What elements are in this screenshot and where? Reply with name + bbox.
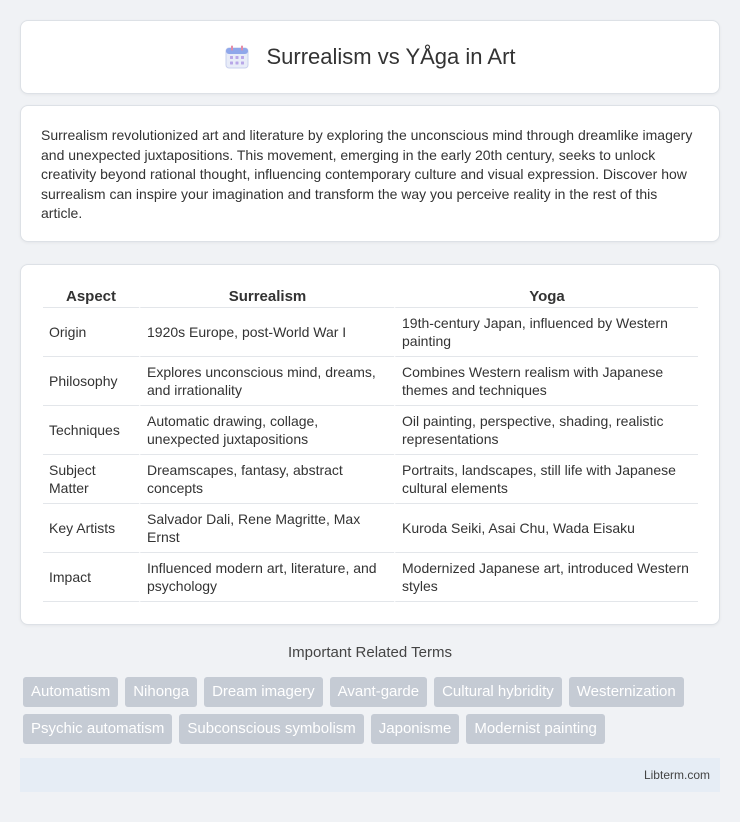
term-tag[interactable]: Subconscious symbolism [179, 714, 363, 744]
term-tag[interactable]: Cultural hybridity [434, 677, 562, 707]
page-title: Surrealism vs YÅga in Art [266, 44, 516, 69]
table-cell-aspect: Origin [43, 308, 139, 357]
table-cell-yoga: Portraits, landscapes, still life with Japanese cultural elements [394, 455, 698, 504]
table-row [43, 504, 698, 553]
term-tag[interactable]: Japonisme [371, 714, 460, 744]
intro-paragraph: Surrealism revolutionized art and literature by exploring the unconscious mind through dreamlike imagery and unexpected juxtapositions. This movement, emerging in the early 20th century, seeks to unlock creativity beyond rational thought, influencing contemporary culture and visual expression. Discover how surrealism can inspire your imagination and transform the way you perceive reality in the rest of this article. [41, 127, 693, 221]
table-header-row [43, 283, 698, 308]
title-wrap [224, 44, 515, 70]
intro-card [20, 105, 720, 242]
table-cell-aspect: Key Artists [43, 504, 139, 553]
column-header-surrealism: Surrealism [139, 283, 394, 308]
table-cell-surrealism: Salvador Dali, Rene Magritte, Max Ernst [139, 504, 394, 553]
column-header-aspect: Aspect [43, 283, 139, 308]
table-cell-surrealism: Automatic drawing, collage, unexpected juxtapositions [139, 406, 394, 455]
related-terms-list [23, 677, 723, 744]
term-tag[interactable]: Automatism [23, 677, 118, 707]
table-cell-yoga: Combines Western realism with Japanese themes and techniques [394, 357, 698, 406]
table-row [43, 455, 698, 504]
term-tag[interactable]: Westernization [569, 677, 684, 707]
table-cell-surrealism: 1920s Europe, post-World War I [139, 308, 394, 357]
table-cell-aspect: Techniques [43, 406, 139, 455]
column-header-yoga: Yoga [394, 283, 698, 308]
table-row [43, 553, 698, 602]
title-card [20, 20, 720, 94]
table-cell-aspect: Impact [43, 553, 139, 602]
table-cell-surrealism: Explores unconscious mind, dreams, and irrationality [139, 357, 394, 406]
term-tag[interactable]: Avant-garde [330, 677, 427, 707]
table-row [43, 357, 698, 406]
footer [20, 758, 720, 792]
calendar-icon [224, 44, 250, 70]
table-row [43, 406, 698, 455]
comparison-card [20, 264, 720, 625]
comparison-table [43, 283, 698, 602]
table-cell-aspect: Subject Matter [43, 455, 139, 504]
table-cell-surrealism: Dreamscapes, fantasy, abstract concepts [139, 455, 394, 504]
related-terms-title: Important Related Terms [288, 644, 452, 661]
table-cell-aspect: Philosophy [43, 357, 139, 406]
term-tag[interactable]: Nihonga [125, 677, 197, 707]
table-row [43, 308, 698, 357]
term-tag[interactable]: Psychic automatism [23, 714, 172, 744]
table-cell-yoga: Modernized Japanese art, introduced Western styles [394, 553, 698, 602]
footer-site-link[interactable]: Libterm.com [643, 768, 710, 782]
table-cell-surrealism: Influenced modern art, literature, and psychology [139, 553, 394, 602]
term-tag[interactable]: Dream imagery [204, 677, 323, 707]
table-cell-yoga: Oil painting, perspective, shading, realistic representations [394, 406, 698, 455]
table-cell-yoga: Kuroda Seiki, Asai Chu, Wada Eisaku [394, 504, 698, 553]
term-tag[interactable]: Modernist painting [466, 714, 605, 744]
table-cell-yoga: 19th-century Japan, influenced by Western painting [394, 308, 698, 357]
